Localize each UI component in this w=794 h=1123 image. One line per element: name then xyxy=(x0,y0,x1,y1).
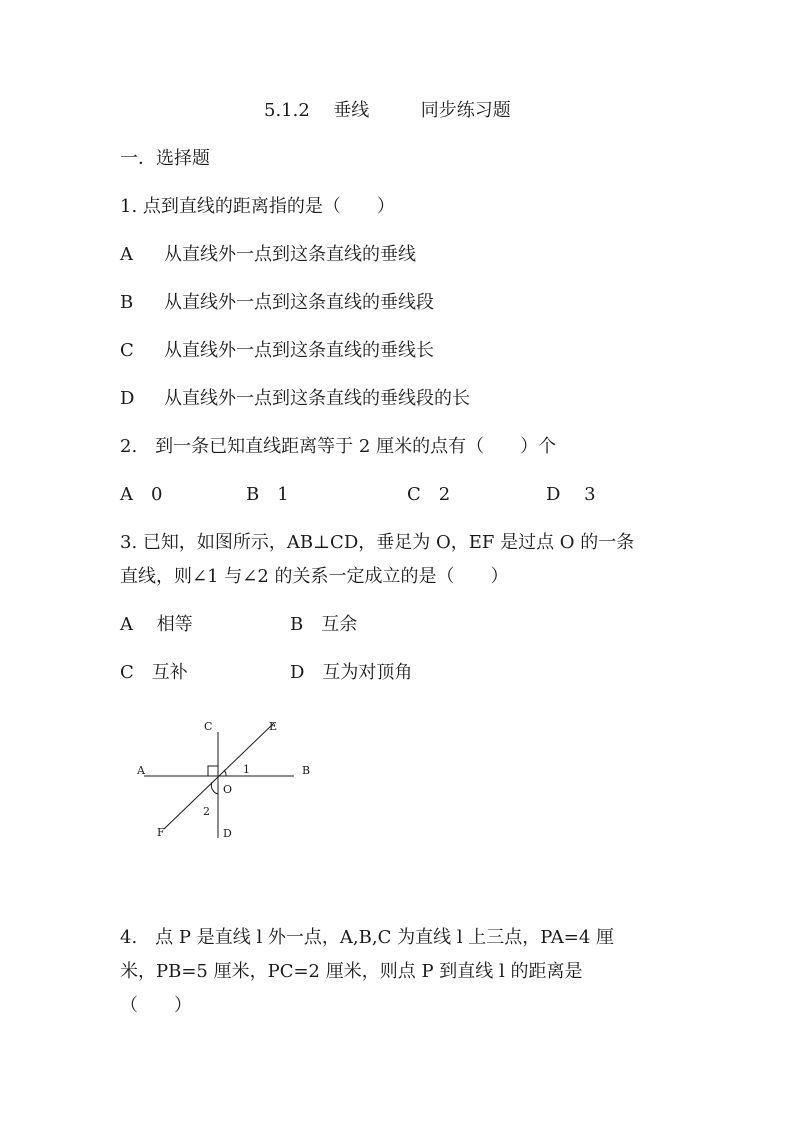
option-letter: D xyxy=(120,388,135,409)
option-text: 从直线外一点到这条直线的垂线段 xyxy=(164,292,434,313)
q3-option-d: D 互为对顶角 xyxy=(290,662,413,683)
q2-option-c: C 2 xyxy=(407,484,451,505)
q3-option-b: B 互余 xyxy=(290,614,358,635)
label-a: A xyxy=(137,764,145,777)
option-letter: C xyxy=(120,340,134,361)
angle-2-arc xyxy=(211,782,218,794)
section-heading: 一．选择题 xyxy=(120,148,210,169)
q3-options-row2 xyxy=(120,661,412,685)
angle-1-arc xyxy=(224,770,226,776)
q3-option-a: A 相等 xyxy=(120,614,193,635)
label-f: F xyxy=(157,826,165,839)
option-text: 从直线外一点到这条直线的垂线长 xyxy=(164,340,434,361)
q3-stem-line1: 3. 已知，如图所示，AB⊥CD，垂足为 O，EF 是过点 O 的一条 xyxy=(120,532,635,553)
option-text: 从直线外一点到这条直线的垂线段的长 xyxy=(164,388,470,409)
option-letter: A xyxy=(120,244,133,265)
option-text: 从直线外一点到这条直线的垂线 xyxy=(164,244,416,265)
q3-options-row1 xyxy=(120,613,357,637)
label-c: C xyxy=(204,720,213,733)
q2-option-b: B 1 xyxy=(246,484,289,505)
q2-option-a: A 0 xyxy=(120,484,163,505)
label-d: D xyxy=(223,827,232,840)
title-subtitle: 同步练习题 xyxy=(420,100,511,121)
page-title xyxy=(264,99,511,123)
label-e: E xyxy=(269,720,278,733)
q1-stem: 1. 点到直线的距离指的是（ ） xyxy=(120,196,395,217)
q1-option-b xyxy=(120,291,434,315)
q4-line3: （ ） xyxy=(120,995,192,1016)
title-topic: 垂线 xyxy=(333,100,370,121)
q1-option-c xyxy=(120,339,434,363)
q4-line2: 米，PB=5 厘米，PC=2 厘米，则点 P 到直线 l 的距离是 xyxy=(120,961,583,982)
option-letter: B xyxy=(120,292,134,313)
q1-option-d xyxy=(120,387,470,411)
label-b: B xyxy=(302,764,311,777)
q2-options xyxy=(120,483,596,507)
label-angle-2: 2 xyxy=(203,805,210,818)
label-o: O xyxy=(223,783,233,796)
q2-stem: 2. 到一条已知直线距离等于 2 厘米的点有（ ）个 xyxy=(120,436,557,457)
q4-line1: 4. 点 P 是直线 l 外一点，A,B,C 为直线 l 上三点，PA=4 厘 xyxy=(120,927,615,948)
right-angle-mark xyxy=(208,766,218,776)
perpendicular-lines-figure xyxy=(134,716,334,846)
q3-stem-line2: 直线，则∠1 与∠2 的关系一定成立的是（ ） xyxy=(120,566,509,587)
title-number: 5.1.2 xyxy=(264,100,310,121)
q3-option-c: C 互补 xyxy=(120,662,188,683)
label-angle-1: 1 xyxy=(243,763,250,776)
q1-option-a xyxy=(120,243,416,267)
q2-option-d: D 3 xyxy=(546,484,596,505)
